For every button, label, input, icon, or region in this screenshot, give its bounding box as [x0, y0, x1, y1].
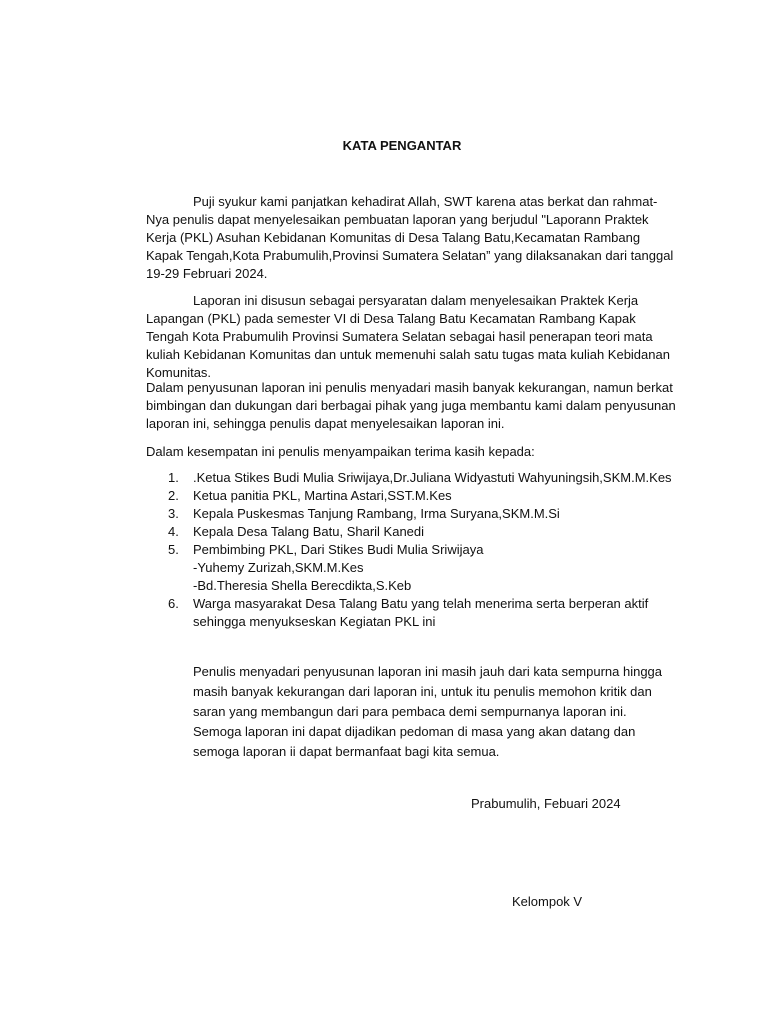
page-title: KATA PENGANTAR [342, 138, 462, 153]
list-item-text: Ketua panitia PKL, Martina Astari,SST.M.Kes [193, 488, 452, 503]
list-item-number: 4. [168, 524, 179, 539]
paragraph-intro [146, 193, 676, 283]
list-item [168, 469, 678, 487]
paragraph-closing: Penulis menyadari penyusunan laporan ini masih jauh dari kata sempurna hingga masih banyak kekurangan dari laporan ini, untuk itu penulis memohon kritik dan saran yang membangun dari para pembaca demi sempurnanya laporan ini. Semoga laporan ini dapat dijadikan pedoman di masa yang akan datang dan semoga laporan ii dapat bermanfaat bagi kita semua. [193, 664, 663, 759]
list-item [168, 541, 678, 595]
paragraph-intro-text: Puji syukur kami panjatkan kehadirat Allah, SWT karena atas berkat dan rahmat-Nya penulis dapat menyelesaikan pembuatan laporan yang berjudul "Laporann Praktek Kerja (PKL) Asuhan Kebidanan Komunitas di Desa Talang Batu,Kecamatan Rambang Kapak Tengah,Kota Prabumulih,Provinsi Sumatera Selatan” yang dilaksanakan dari tanggal 19-29 Februari 2024. [146, 194, 674, 281]
list-item-number: 1. [168, 470, 179, 485]
list-item-text: Warga masyarakat Desa Talang Batu yang telah menerima serta berperan aktif sehingga menyukseskan Kegiatan PKL ini [193, 596, 649, 629]
paragraph-purpose [146, 292, 676, 382]
paragraph-thanks-intro: Dalam kesempatan ini penulis menyampaikan terima kasih kepada: [146, 444, 535, 459]
list-item [168, 505, 678, 523]
list-subitem: -Yuhemy Zurizah,SKM.M.Kes [193, 560, 364, 575]
signature-group: Kelompok V [512, 894, 583, 909]
paragraph-purpose-text: Laporan ini disusun sebagai persyaratan dalam menyelesaikan Praktek Kerja Lapangan (PKL) pada semester VI di Desa Talang Batu Kecamatan Rambang Kapak Tengah Kota Prabumulih Provinsi Sumatera Selatan sebagai hasil penerapan teori mata kuliah Kebidanan Komunitas dan untuk memenuhi salah satu tugas mata kuliah Kebidanan Komunitas. [146, 293, 670, 380]
paragraph-acknowledgement: Dalam penyusunan laporan ini penulis menyadari masih banyak kekurangan, namun berkat bimbingan dan dukungan dari berbagai pihak yang juga membantu kami dalam penyusunan laporan ini, sehingga penulis dapat menyelesaikan laporan ini. [146, 380, 676, 431]
list-item [168, 523, 678, 541]
list-item-text: Kepala Puskesmas Tanjung Rambang, Irma Suryana,SKM.M.Si [193, 506, 560, 521]
place-date: Prabumulih, Febuari 2024 [471, 796, 621, 811]
list-item-number: 6. [168, 596, 179, 611]
list-subitem: -Bd.Theresia Shella Berecdikta,S.Keb [193, 578, 412, 593]
list-item-number: 2. [168, 488, 179, 503]
thanks-list [168, 469, 678, 631]
list-item-text: Kepala Desa Talang Batu, Sharil Kanedi [193, 524, 425, 539]
list-item-text: Pembimbing PKL, Dari Stikes Budi Mulia Sriwijaya [193, 542, 484, 557]
list-item-text: .Ketua Stikes Budi Mulia Sriwijaya,Dr.Juliana Widyastuti Wahyuningsih,SKM.M.Kes [193, 470, 672, 485]
list-item-number: 3. [168, 506, 179, 521]
list-item [168, 595, 678, 631]
list-item-number: 5. [168, 542, 179, 557]
list-item [168, 487, 678, 505]
